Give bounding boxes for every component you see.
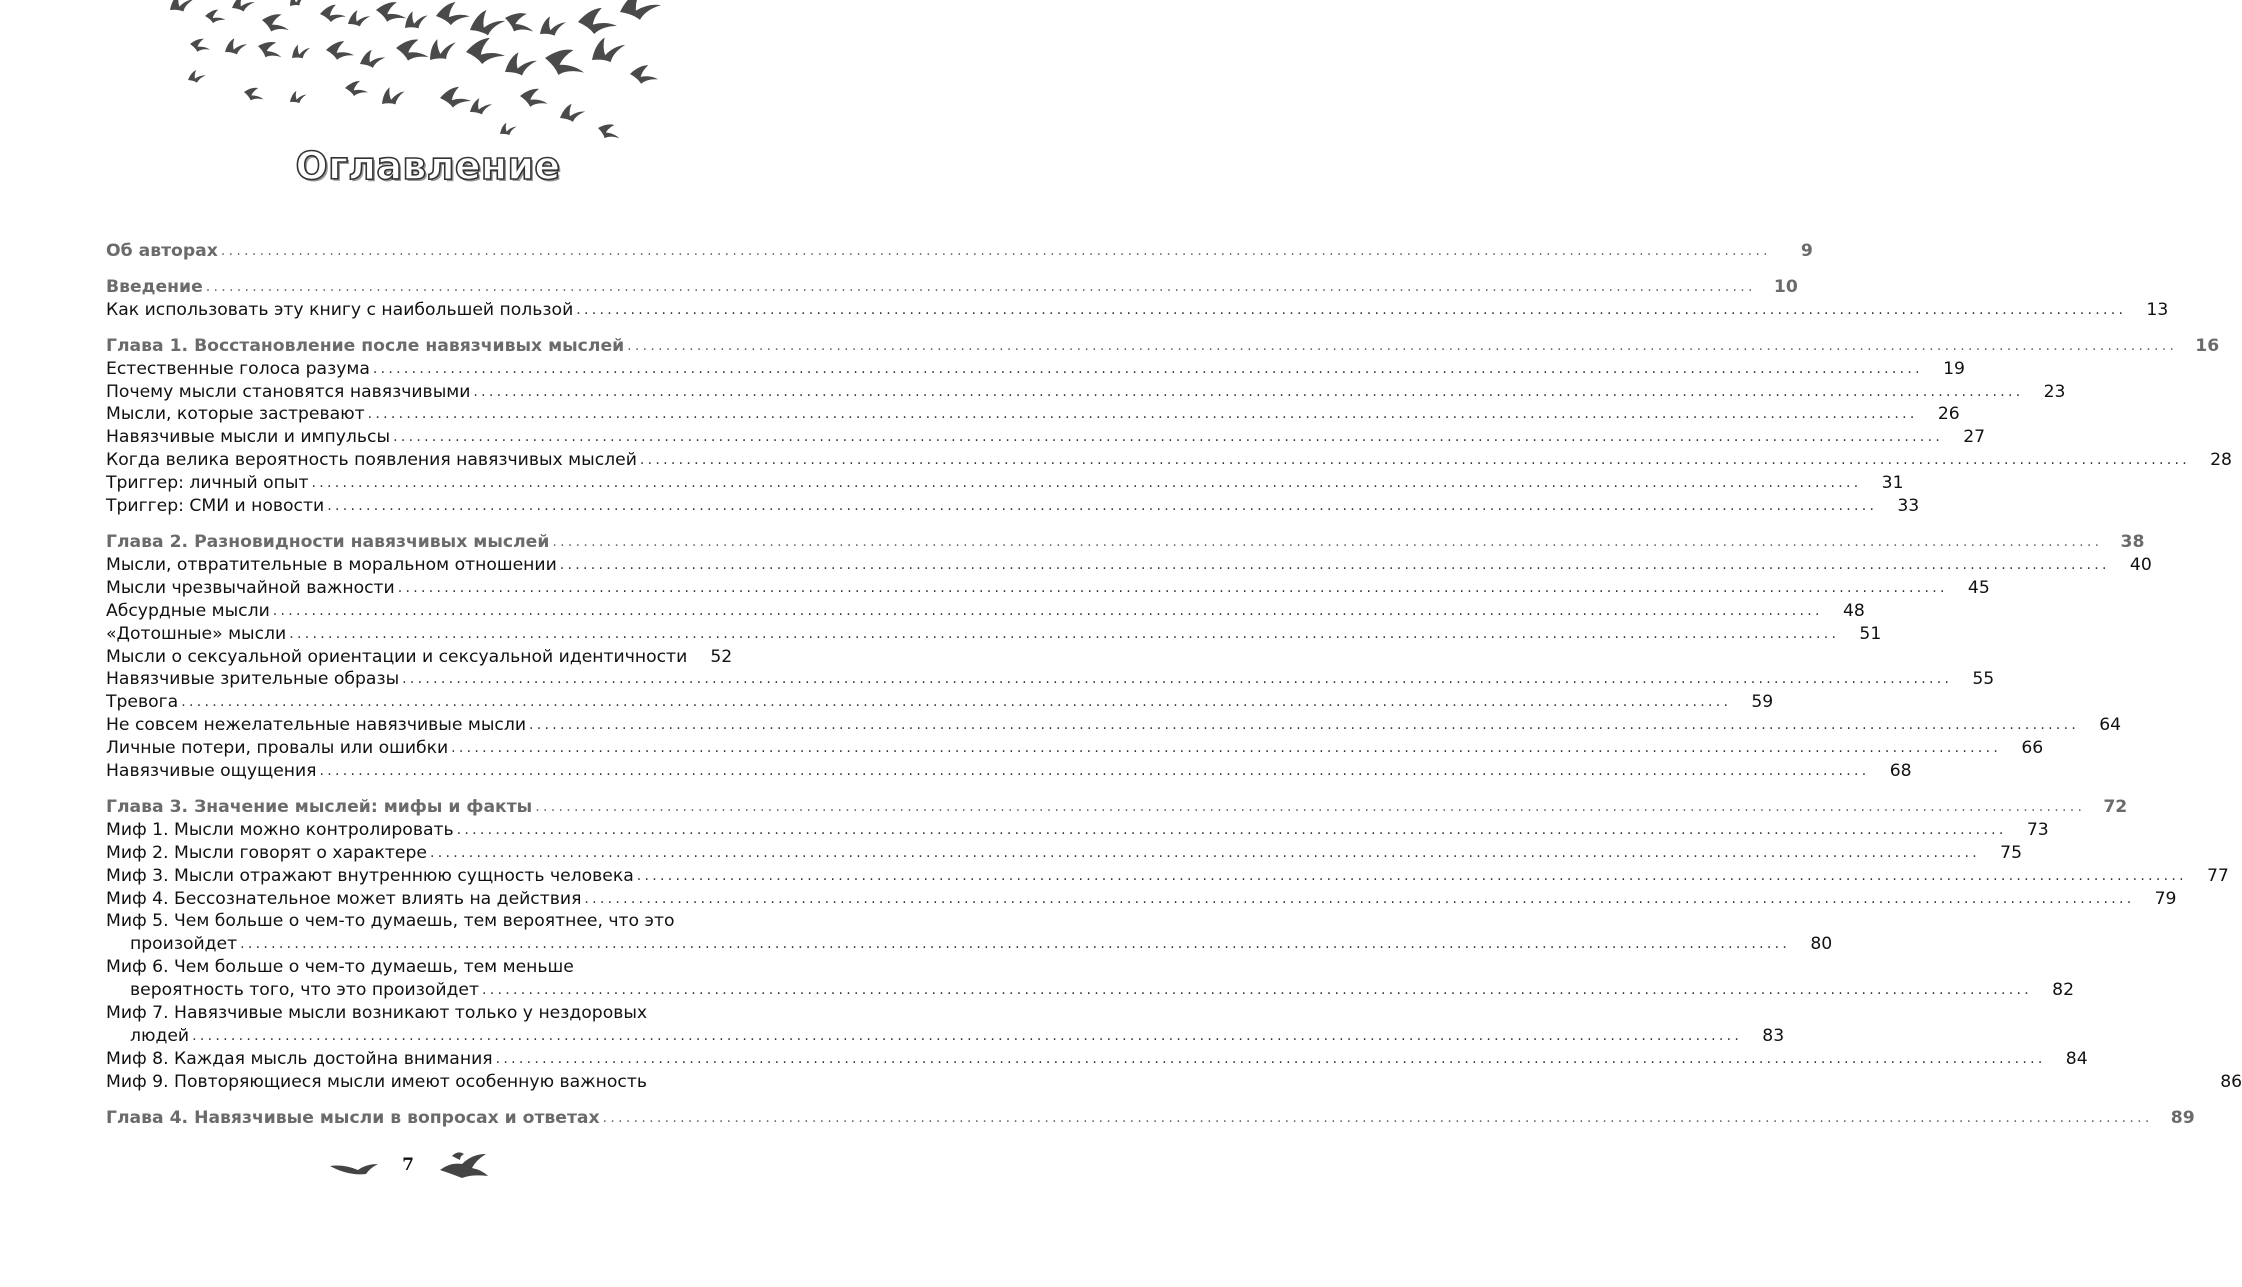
bird-icon bbox=[467, 7, 507, 38]
toc-page-number: 23 bbox=[2043, 381, 2066, 402]
dot-leader: ........................................................................................................................................................................................................ bbox=[397, 579, 1948, 596]
toc-chapter[interactable] bbox=[106, 240, 1813, 263]
toc-chapter[interactable] bbox=[106, 1107, 2195, 1130]
toc-entry[interactable] bbox=[106, 819, 2049, 842]
toc-entry[interactable] bbox=[106, 600, 1865, 623]
toc-chapter[interactable] bbox=[106, 335, 2220, 358]
toc-chapter-title: Глава 3. Значение мыслей: мифы и факты bbox=[106, 796, 533, 817]
bird-icon bbox=[467, 96, 494, 118]
dot-leader: ........................................................................................................................................................................................................ bbox=[451, 740, 2002, 757]
page-title: Оглавление bbox=[295, 144, 561, 188]
dot-leader: ........................................................................................................................................................................................................ bbox=[205, 278, 1756, 295]
toc-entry-title: Миф 7. Навязчивые мысли возникают только у нездоровых bbox=[106, 1003, 648, 1024]
toc-page-number: 82 bbox=[2052, 980, 2075, 1001]
bird-icon bbox=[440, 1154, 488, 1178]
toc-entry-title: Мысли о сексуальной ориентации и сексуальной идентичности bbox=[106, 646, 688, 667]
toc-page-number: 89 bbox=[2170, 1107, 2195, 1128]
dot-leader: ........................................................................................................................................................................................................ bbox=[552, 533, 2103, 550]
toc-entry[interactable] bbox=[106, 403, 1960, 426]
toc-entry-title: Миф 6. Чем больше о чем-то думаешь, тем меньше bbox=[106, 957, 574, 978]
bird-icon bbox=[166, 0, 197, 16]
toc-entry[interactable] bbox=[106, 554, 2152, 577]
toc-entry[interactable] bbox=[106, 646, 733, 669]
toc-entry-title-continued: вероятность того, что это произойдет bbox=[130, 980, 479, 1001]
bird-icon bbox=[204, 7, 228, 26]
bird-icon bbox=[374, 0, 411, 27]
toc-entry[interactable] bbox=[106, 714, 2122, 737]
toc-entry-title: Тревога bbox=[106, 692, 179, 713]
toc-page-number: 52 bbox=[710, 646, 733, 667]
bird-icon bbox=[187, 69, 207, 85]
toc-chapter-title: Глава 2. Разновидности навязчивых мыслей bbox=[106, 531, 550, 552]
toc-section bbox=[106, 796, 2242, 1094]
toc-entry[interactable] bbox=[106, 472, 1904, 495]
toc-chapter-title: Об авторах bbox=[106, 241, 218, 261]
toc-entry[interactable] bbox=[106, 358, 1965, 381]
toc-chapter[interactable] bbox=[106, 276, 1798, 299]
toc-entry-title: Навязчивые зрительные образы bbox=[106, 669, 400, 690]
dot-leader: ........................................................................................................................................................................................................ bbox=[311, 475, 1862, 492]
dot-leader: ........................................................................................................................................................................................................ bbox=[289, 625, 1840, 642]
toc-chapter[interactable] bbox=[106, 796, 2128, 819]
toc-page-number: 9 bbox=[1800, 241, 1813, 261]
toc-section bbox=[106, 1107, 2195, 1130]
bird-icon bbox=[330, 1164, 378, 1174]
toc-entry-title: Не совсем нежелательные навязчивые мысли bbox=[106, 715, 527, 736]
toc-page-number: 83 bbox=[1762, 1026, 1785, 1046]
toc-entry-title: Миф 9. Повторяющиеся мысли имеют особенную важность bbox=[106, 1071, 648, 1092]
dot-leader: ........................................................................................................................................................................................................ bbox=[319, 763, 1870, 780]
toc-section bbox=[106, 335, 2232, 518]
bird-icon bbox=[287, 88, 308, 106]
toc-page-number: 73 bbox=[2026, 819, 2049, 840]
toc-entry[interactable] bbox=[106, 381, 2066, 404]
toc-entry-title: Абсурдные мысли bbox=[106, 600, 270, 621]
toc-page-number: 77 bbox=[2206, 865, 2229, 886]
bird-icon bbox=[377, 82, 408, 109]
dot-leader: ........................................................................................................................................................................................................ bbox=[636, 867, 2187, 884]
bird-icon bbox=[439, 84, 473, 111]
bird-icon bbox=[628, 61, 661, 88]
toc-entry[interactable] bbox=[106, 1048, 2088, 1071]
toc-entry-title: Как использовать эту книгу с наибольшей пользой bbox=[106, 299, 574, 320]
dot-leader: ........................................................................................................................................................................................................ bbox=[429, 844, 1981, 861]
bird-icon bbox=[576, 4, 619, 37]
toc-entry-title: Мысли, отвратительные в моральном отношении bbox=[106, 554, 557, 575]
toc-chapter-title: Глава 4. Навязчивые мысли в вопросах и ответах bbox=[106, 1107, 600, 1128]
toc-entry-title: Триггер: личный опыт bbox=[106, 473, 309, 494]
dot-leader: ........................................................................................................................................................................................................ bbox=[393, 429, 1944, 446]
dot-leader: ........................................................................................................................................................................................................ bbox=[402, 671, 1953, 688]
dot-leader: ........................................................................................................................................................................................................ bbox=[272, 602, 1823, 619]
toc-page-number: 55 bbox=[1972, 669, 1995, 690]
toc-entry[interactable] bbox=[106, 426, 1986, 449]
dot-leader: ........................................................................................................................................................................................................ bbox=[482, 982, 2033, 999]
toc-entry-title: Миф 1. Мысли можно контролировать bbox=[106, 819, 454, 840]
bird-icon bbox=[497, 120, 518, 138]
toc-chapter-title: Введение bbox=[106, 276, 203, 297]
toc-entry[interactable] bbox=[106, 737, 2044, 760]
bird-icon bbox=[255, 36, 287, 65]
bird-icon bbox=[558, 102, 587, 124]
toc-entry[interactable] bbox=[106, 1002, 1785, 1048]
toc-entry-title: «Дотошные» мысли bbox=[106, 623, 287, 644]
toc-entry[interactable] bbox=[106, 865, 2229, 888]
dot-leader: ........................................................................................................................................................................................................ bbox=[192, 1028, 1743, 1044]
bird-icon bbox=[288, 41, 313, 63]
bird-icon bbox=[595, 119, 623, 145]
toc-section bbox=[106, 531, 2152, 783]
toc-page-number: 68 bbox=[1889, 761, 1912, 782]
toc-page-number: 48 bbox=[1842, 600, 1865, 621]
toc-page-number: 79 bbox=[2154, 888, 2177, 909]
dot-leader: ........................................................................................................................................................................................................ bbox=[456, 821, 2007, 838]
toc-entry[interactable] bbox=[106, 760, 1912, 783]
toc-page-number: 40 bbox=[2129, 554, 2152, 575]
toc-page-number: 16 bbox=[2195, 335, 2220, 356]
toc-page-number: 86 bbox=[2220, 1071, 2242, 1092]
toc-section bbox=[106, 240, 1813, 263]
toc-page-number: 45 bbox=[1967, 577, 1990, 598]
toc-entry[interactable] bbox=[106, 1071, 2242, 1094]
dot-leader: ........................................................................................................................................................................................................ bbox=[559, 556, 2110, 573]
bird-icon bbox=[188, 35, 212, 56]
bird-icon bbox=[518, 84, 552, 112]
dot-leader: ........................................................................................................................................................................................................ bbox=[602, 1109, 2153, 1126]
toc-entry-title: Миф 3. Мысли отражают внутреннюю сущность человека bbox=[106, 865, 634, 886]
bird-icon bbox=[618, 0, 662, 22]
toc-entry-title: Личные потери, провалы или ошибки bbox=[106, 738, 449, 759]
bird-icon bbox=[541, 41, 591, 85]
bird-icon bbox=[222, 36, 249, 58]
dot-leader: ........................................................................................................................................................................................................ bbox=[495, 1050, 2046, 1067]
bird-icon bbox=[319, 2, 348, 24]
toc-page-number: 28 bbox=[2210, 450, 2232, 471]
toc-entry[interactable] bbox=[106, 691, 1774, 714]
bird-icon bbox=[345, 8, 372, 30]
toc-page-number: 59 bbox=[1751, 692, 1774, 713]
toc-page-number: 10 bbox=[1773, 276, 1798, 297]
footer-birds-ornament bbox=[0, 1152, 856, 1192]
dot-leader: ........................................................................................................................................................................................................ bbox=[584, 890, 2135, 907]
bird-icon bbox=[393, 33, 433, 67]
flock-of-birds-illustration bbox=[0, 0, 856, 150]
dot-leader: ........................................................................................................................................................................................................ bbox=[372, 360, 1923, 377]
bird-icon bbox=[344, 78, 371, 100]
bird-icon bbox=[242, 83, 267, 105]
toc-page-number: 80 bbox=[1810, 934, 1833, 955]
bird-icon bbox=[452, 1152, 464, 1160]
toc-page-number: 75 bbox=[2000, 842, 2023, 863]
dot-leader: ........................................................................................................................................................................................................ bbox=[529, 717, 2080, 734]
bird-icon bbox=[435, 0, 471, 26]
dot-leader: ........................................................................................................................................................................................................ bbox=[181, 694, 1732, 711]
bird-icon bbox=[501, 48, 540, 79]
toc-entry-title: Мысли, которые застревают bbox=[106, 404, 365, 425]
toc-entry-title: Естественные голоса разума bbox=[106, 358, 370, 379]
dot-leader: ........................................................................................................................................................................................................ bbox=[535, 798, 2086, 815]
toc-entry-title: Миф 5. Чем больше о чем-то думаешь, тем вероятнее, что это bbox=[106, 911, 675, 932]
dot-leader: ........................................................................................................................................................................................................ bbox=[220, 243, 1771, 259]
page-number: 7 bbox=[402, 1155, 414, 1175]
toc-page-number: 31 bbox=[1881, 473, 1904, 494]
toc-entry-title: Миф 2. Мысли говорят о характере bbox=[106, 842, 427, 863]
dot-leader: ........................................................................................................................................................................................................ bbox=[327, 498, 1878, 515]
toc-entry[interactable] bbox=[106, 888, 2177, 911]
toc-entry[interactable] bbox=[106, 842, 2023, 865]
toc-page-number: 51 bbox=[1859, 623, 1882, 644]
toc-page-number: 26 bbox=[1937, 404, 1960, 425]
toc-entry-title: Когда велика вероятность появления навязчивых мыслей bbox=[106, 450, 637, 471]
bird-icon bbox=[259, 8, 293, 38]
toc-chapter[interactable] bbox=[106, 531, 2145, 554]
table-of-contents bbox=[106, 240, 2242, 1143]
bird-icon bbox=[464, 34, 507, 67]
bird-icon bbox=[286, 0, 308, 10]
toc-page-number: 84 bbox=[2065, 1048, 2088, 1069]
toc-entry[interactable] bbox=[106, 910, 1833, 956]
bird-icon bbox=[230, 0, 256, 13]
toc-entry[interactable] bbox=[106, 577, 1990, 600]
toc-entry-title: Миф 4. Бессознательное может влиять на действия bbox=[106, 888, 582, 909]
toc-entry-title: Мысли чрезвычайной важности bbox=[106, 577, 395, 598]
bird-icon bbox=[423, 32, 461, 66]
toc-page-number: 38 bbox=[2120, 531, 2145, 552]
toc-entry-title: Триггер: СМИ и новости bbox=[106, 496, 325, 517]
toc-entry-title: Миф 8. Каждая мысль достойна внимания bbox=[106, 1048, 493, 1069]
toc-entry[interactable] bbox=[106, 623, 1882, 646]
toc-entry[interactable] bbox=[106, 299, 2169, 322]
bird-icon bbox=[535, 12, 569, 40]
dot-leader: ........................................................................................................................................................................................................ bbox=[627, 337, 2178, 354]
dot-leader: ........................................................................................................................................................................................................ bbox=[367, 406, 1918, 423]
toc-chapter-title: Глава 1. Восстановление после навязчивых мыслей bbox=[106, 335, 625, 356]
toc-page-number: 66 bbox=[2021, 738, 2044, 759]
toc-entry-title-continued: произойдет bbox=[130, 934, 238, 955]
toc-page-number: 72 bbox=[2103, 796, 2128, 817]
toc-page-number: 13 bbox=[2146, 299, 2169, 320]
toc-page-number: 27 bbox=[1963, 427, 1986, 448]
dot-leader: ........................................................................................................................................................................................................ bbox=[240, 936, 1791, 953]
bird-icon bbox=[324, 37, 357, 64]
toc-page-number: 64 bbox=[2099, 715, 2122, 736]
bird-icon bbox=[501, 6, 539, 40]
toc-entry[interactable] bbox=[106, 495, 1920, 518]
toc-entry-title: Навязчивые ощущения bbox=[106, 761, 317, 782]
toc-section bbox=[106, 276, 2169, 322]
dot-leader: ........................................................................................................................................................................................................ bbox=[473, 383, 2024, 400]
toc-entry-title-continued: людей bbox=[130, 1026, 190, 1046]
dot-leader: ........................................................................................................................................................................................................ bbox=[639, 452, 2190, 469]
toc-page-number: 33 bbox=[1897, 496, 1920, 517]
toc-entry[interactable] bbox=[106, 668, 1995, 691]
toc-page-number: 19 bbox=[1943, 358, 1965, 379]
toc-entry[interactable] bbox=[106, 956, 2075, 1002]
bird-icon bbox=[358, 48, 387, 70]
toc-entry[interactable] bbox=[106, 449, 2232, 472]
bird-icon bbox=[586, 32, 629, 68]
bird-icon bbox=[400, 6, 431, 33]
dot-leader: ........................................................................................................................................................................................................ bbox=[576, 301, 2127, 318]
toc-entry-title: Почему мысли становятся навязчивыми bbox=[106, 381, 471, 402]
toc-entry-title: Навязчивые мысли и импульсы bbox=[106, 427, 391, 448]
